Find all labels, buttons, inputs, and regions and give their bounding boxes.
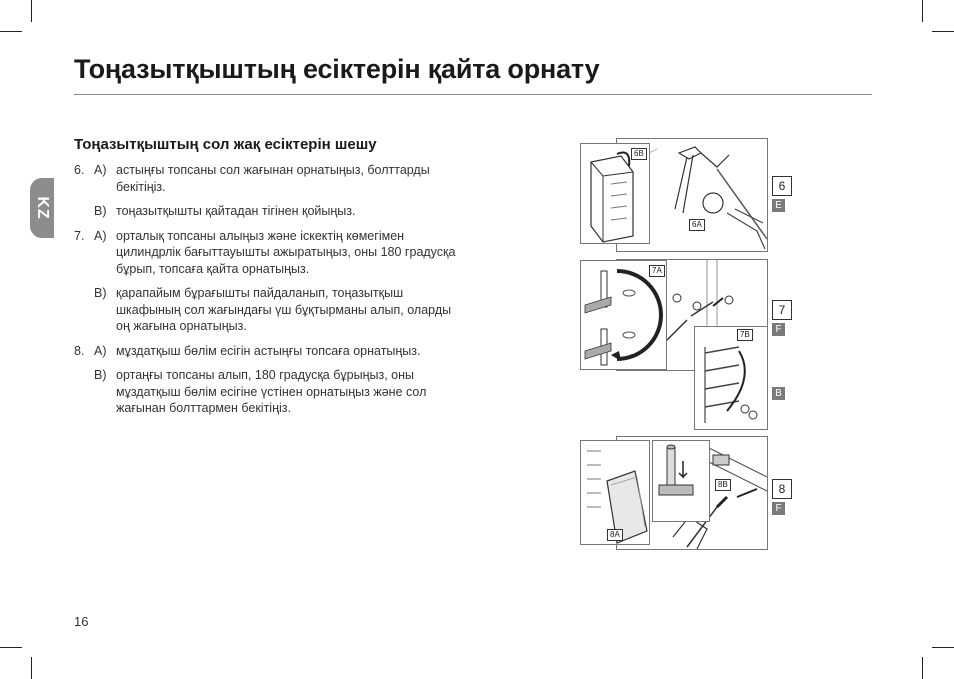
crop-mark — [932, 647, 954, 648]
step-6a — [74, 162, 464, 195]
crop-mark — [0, 31, 22, 32]
step-box-7: 7 — [772, 300, 792, 320]
hinge-rotation-icon — [581, 261, 666, 369]
language-tab-label: KZ — [34, 196, 51, 220]
figure-7-inset-a — [580, 260, 667, 370]
step-label: B) — [94, 286, 107, 300]
figure-tag: 8B — [715, 479, 731, 491]
instruction-list — [74, 162, 464, 417]
step-label: B) — [94, 368, 107, 382]
crop-mark — [31, 657, 32, 679]
step-text: астыңғы топсаны сол жағынан орнатыңыз, болттарды бекітіңіз. — [116, 163, 430, 194]
figure-tag: 7B — [737, 329, 753, 341]
step-text: ортаңғы топсаны алып, 180 градусқа бұрыңыз, оны мұздатқыш бөлім есігіне үстінен орнатыңыз және сол жағынан болттармен бекітіңіз. — [116, 368, 427, 415]
crop-mark — [932, 31, 954, 32]
step-label: A) — [94, 343, 107, 358]
figure-8-inset-door — [580, 440, 650, 545]
page-number: 16 — [74, 614, 89, 629]
step-text: тоңазытқышты қайтадан тігінен қойыңыз. — [116, 204, 356, 218]
figure-tag: 6B — [631, 148, 647, 160]
step-7b — [74, 285, 464, 335]
step-6b — [74, 203, 464, 220]
hinge-pin-icon — [653, 441, 709, 521]
figure-tag: 7A — [649, 265, 665, 277]
step-text: қарапайым бұрағышты пайдаланып, тоңазытқыш шкафының сол жағындағы үш бұқтырманы алып, оларды оң жағына орнатыңыз. — [116, 286, 452, 333]
figure-6-inset — [580, 143, 650, 244]
figure-tag: 8A — [607, 529, 623, 541]
step-number: 6. — [74, 163, 85, 177]
title-divider — [74, 94, 872, 95]
step-box-6: 6 — [772, 176, 792, 196]
step-text: мұздатқыш бөлім есігін астыңғы топсаға орнатыңыз. — [116, 343, 421, 358]
crop-mark — [922, 0, 923, 22]
step-number: 7. — [74, 228, 85, 243]
letter-badge: F — [772, 502, 785, 515]
section-subtitle: Тоңазытқыштың сол жақ есіктерін шешу — [74, 136, 377, 153]
page-title: Тоңазытқыштың есіктерін қайта орнату — [74, 54, 600, 84]
step-label: A) — [94, 228, 107, 243]
letter-badge: F — [772, 323, 785, 336]
figure-8-inset-hinge — [652, 440, 710, 522]
step-label: B) — [94, 204, 107, 218]
step-8b — [74, 367, 464, 417]
step-number: 8. — [74, 343, 85, 358]
step-text: орталық топсаны алыңыз және іскектің көмегімен цилиндрлік бағыттауышты ажыратыңыз, оны 180 градусқа бұрып, топсаға қайта орнатыңыз. — [116, 228, 456, 276]
figure-tag: 6A — [689, 219, 705, 231]
step-8a — [74, 343, 464, 360]
shelf-icon — [695, 327, 767, 429]
step-label: A) — [94, 163, 107, 177]
crop-mark — [922, 657, 923, 679]
letter-badge: E — [772, 199, 785, 212]
crop-mark — [0, 647, 22, 648]
figure-7-inset-b — [694, 326, 768, 430]
language-tab — [30, 178, 54, 238]
letter-badge: B — [772, 387, 785, 400]
step-box-8: 8 — [772, 479, 792, 499]
step-7a — [74, 228, 464, 278]
crop-mark — [31, 0, 32, 22]
